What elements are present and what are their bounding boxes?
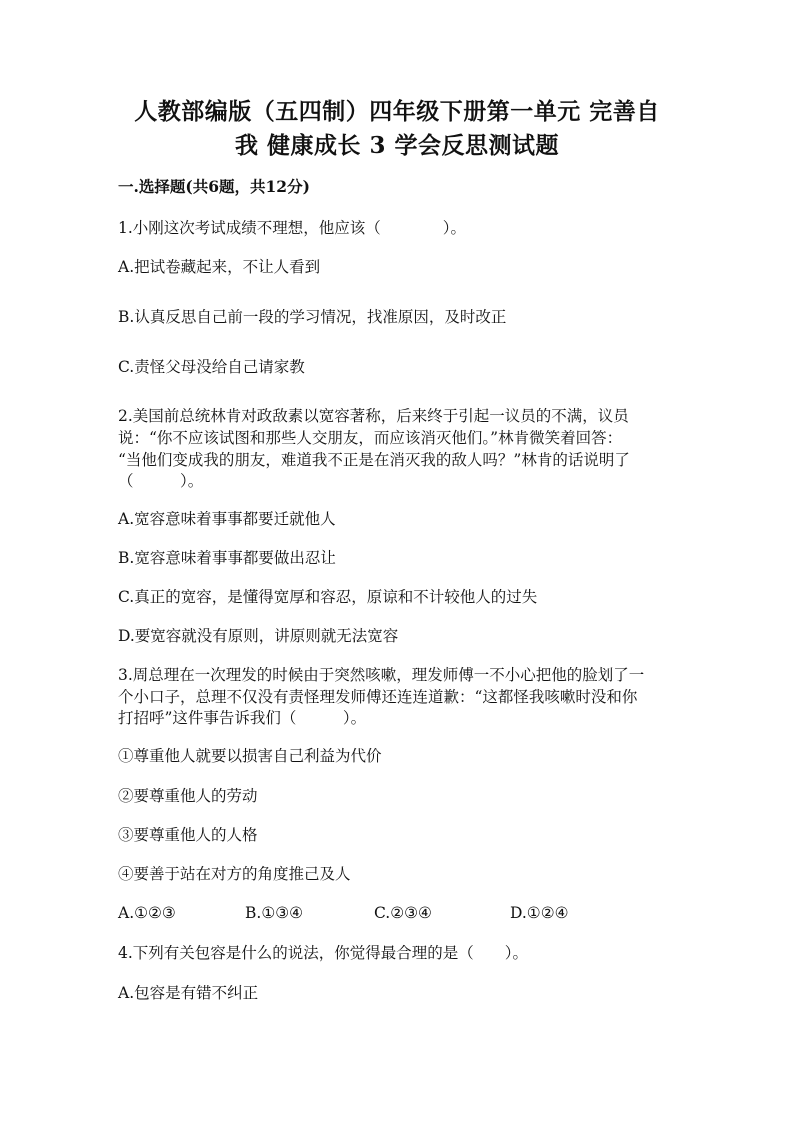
question-3-stem-line-2: 个小口子，总理不仅没有责怪理发师傅还连连道歉：“这都怪我咳嗽时没和你: [118, 688, 638, 706]
document-title-line-1: 人教部编版（五四制）四年级下册第一单元 完善自: [134, 98, 660, 125]
question-3-statement-3: ③要尊重他人的人格: [118, 826, 258, 844]
question-3-options-row: [118, 902, 678, 924]
question-4-option-a: A.包容是有错不纠正: [118, 984, 259, 1002]
question-3-option-b: B.①③④: [245, 904, 304, 922]
question-3-statement-1: ①尊重他人就要以损害自己利益为代价: [118, 747, 382, 765]
question-1-option-b: B.认真反思自己前一段的学习情况，找准原因，及时改正: [118, 308, 507, 326]
question-3-statement-4: ④要善于站在对方的角度推己及人: [118, 865, 351, 883]
question-2-option-c: C.真正的宽容，是懂得宽厚和容忍，原谅和不计较他人的过失: [118, 588, 538, 606]
document-title-line-2: 我 健康成长 3 学会反思测试题: [234, 132, 560, 159]
question-2-stem-line-2: 说：“你不应该试图和那些人交朋友，而应该消灭他们。”林肯微笑着回答：: [118, 429, 623, 447]
question-2-option-b: B.宽容意味着事事都要做出忍让: [118, 549, 336, 567]
question-2-option-d: D.要宽容就没有原则，讲原则就无法宽容: [118, 627, 399, 645]
question-3-stem-line-1: 3.周总理在一次理发的时候由于突然咳嗽，理发师傅一不小心把他的脸划了一: [118, 666, 645, 684]
question-2-stem-line-1: 2.美国前总统林肯对政敌素以宽容著称，后来终于引起一议员的不满，议员: [118, 407, 629, 425]
question-2-stem-line-4: （ ）。: [118, 472, 204, 490]
question-2-stem-line-3: “当他们变成我的朋友，难道我不正是在消灭我的敌人吗？”林肯的话说明了: [118, 451, 630, 469]
question-1-stem: 1.小刚这次考试成绩不理想，他应该（ ）。: [118, 219, 467, 237]
question-3-option-c: C.②③④: [374, 904, 432, 922]
question-3-option-a: A.①②③: [118, 904, 176, 922]
question-1-option-a: A.把试卷藏起来，不让人看到: [118, 258, 321, 276]
section-heading-choice: 一.选择题(共6题，共12分): [118, 177, 310, 196]
question-4-stem: 4.下列有关包容是什么的说法，你觉得最合理的是（ ）。: [118, 944, 529, 962]
question-2-option-a: A.宽容意味着事事都要迁就他人: [118, 510, 336, 528]
question-3-statement-2: ②要尊重他人的劳动: [118, 787, 258, 805]
question-3-option-d: D.①②④: [510, 904, 569, 922]
question-3-stem-line-3: 打招呼”这件事告诉我们（ ）。: [118, 709, 367, 727]
question-1-option-c: C.责怪父母没给自己请家教: [118, 358, 305, 376]
